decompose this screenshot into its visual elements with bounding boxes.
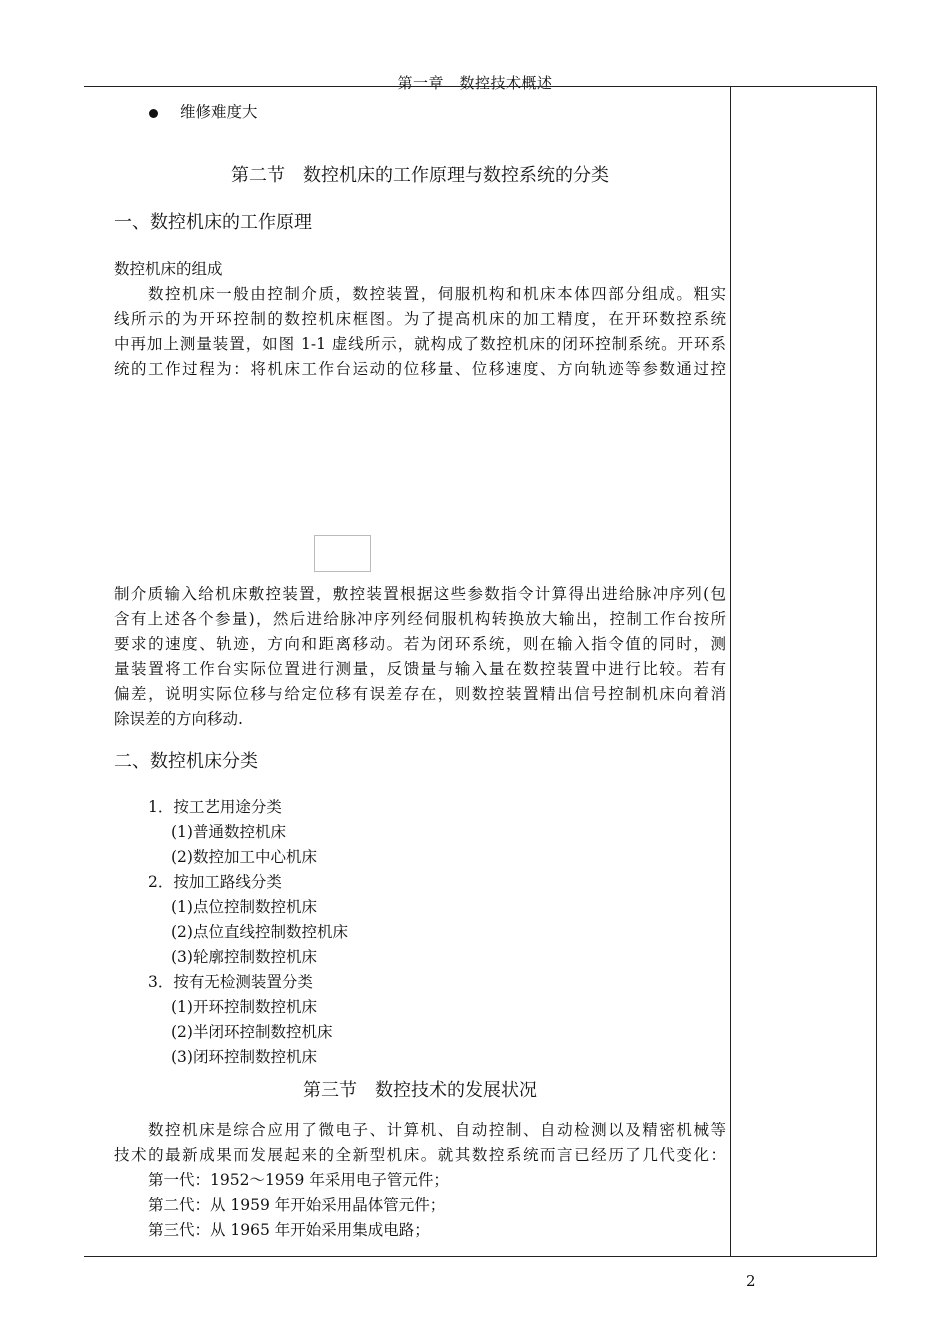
generation-line: 第二代：从 1959 年开始采用晶体管元件； (148, 1196, 446, 1214)
list-item: (2)半闭环控制数控机床 (171, 1023, 333, 1041)
generation-line: 第三代：从 1965 年开始采用集成电路； (148, 1221, 430, 1239)
margin-column-divider (730, 86, 731, 1257)
list-item: 2．按加工路线分类 (148, 873, 282, 891)
table-right-border (876, 86, 877, 1257)
paragraph-working-principle-part2 (114, 582, 726, 732)
bullet-text: 维修难度大 (180, 103, 258, 121)
paragraph-working-principle-part1 (114, 282, 726, 382)
paragraph-line: 数控机床是综合应用了微电子、计算机、自动控制、自动检测以及精密机械等 (148, 1121, 726, 1139)
paragraph-line: 中再加上测量装置，如图 1-1 虚线所示，就构成了数控机床的闭环控制系统。开环系 (114, 335, 726, 353)
list-item: 1．按工艺用途分类 (148, 798, 282, 816)
list-item: 3．按有无检测装置分类 (148, 973, 313, 991)
paragraph-line: 数控机床一般由控制介质，数控装置，伺服机构和机床本体四部分组成。粗实 (148, 285, 726, 303)
paragraph-line: 偏差，说明实际位移与给定位移有误差存在，则数控装置精出信号控制机床向着消 (114, 685, 726, 703)
list-item: (1)点位控制数控机床 (171, 898, 317, 916)
paragraph-line: 量装置将工作台实际位置进行测量，反馈量与输入量在数控装置中进行比较。若有 (114, 660, 726, 678)
chapter-header: 第一章 数控技术概述 (397, 74, 553, 92)
paragraph-development (114, 1118, 726, 1243)
section2-title: 第二节 数控机床的工作原理与数控系统的分类 (231, 165, 609, 186)
main-content (114, 96, 726, 1243)
paragraph-line: 制介质输入给机床敷控装置，敷控装置根据这些参数指令计算得出进给脉冲序列(包 (114, 585, 726, 603)
paragraph-line: 除误差的方向移动. (114, 710, 243, 728)
list-item: (3)轮廓控制数控机床 (171, 948, 317, 966)
list-item: (1)普通数控机床 (171, 823, 286, 841)
page-number: 2 (746, 1272, 756, 1290)
list-item: (2)点位直线控制数控机床 (171, 923, 348, 941)
list-item: (1)开环控制数控机床 (171, 998, 317, 1016)
section2-heading-classification: 二、数控机床分类 (114, 751, 258, 772)
classification-list (114, 795, 726, 1070)
section3-title: 第三节 数控技术的发展状况 (303, 1080, 537, 1101)
bullet-item (114, 100, 726, 125)
list-item: (2)数控加工中心机床 (171, 848, 317, 866)
bullet-dot-icon (149, 109, 158, 118)
paragraph-line: 技术的最新成果而发展起来的全新型机床。就其数控系统而言已经历了几代变化： (114, 1146, 726, 1164)
paragraph-line: 线所示的为开环控制的数控机床框图。为了提高机床的加工精度，在开环数控系统 (114, 310, 726, 328)
paragraph-line: 要求的速度、轨迹，方向和距离移动。若为闭环系统，则在输入指令值的同时，测 (114, 635, 726, 653)
list-item: (3)闭环控制数控机床 (171, 1048, 317, 1066)
section2-heading-working-principle: 一、数控机床的工作原理 (114, 212, 312, 233)
paragraph-line: 含有上述各个参量)，然后进给脉冲序列经伺服机构转换放大输出，控制工作台按所 (114, 610, 726, 628)
subheading-composition: 数控机床的组成 (114, 260, 223, 278)
generation-line: 第一代：1952～1959 年采用电子管元件； (148, 1171, 449, 1189)
paragraph-line: 统的工作过程为：将机床工作台运动的位移量、位移速度、方向轨迹等参数通过控 (114, 360, 726, 378)
